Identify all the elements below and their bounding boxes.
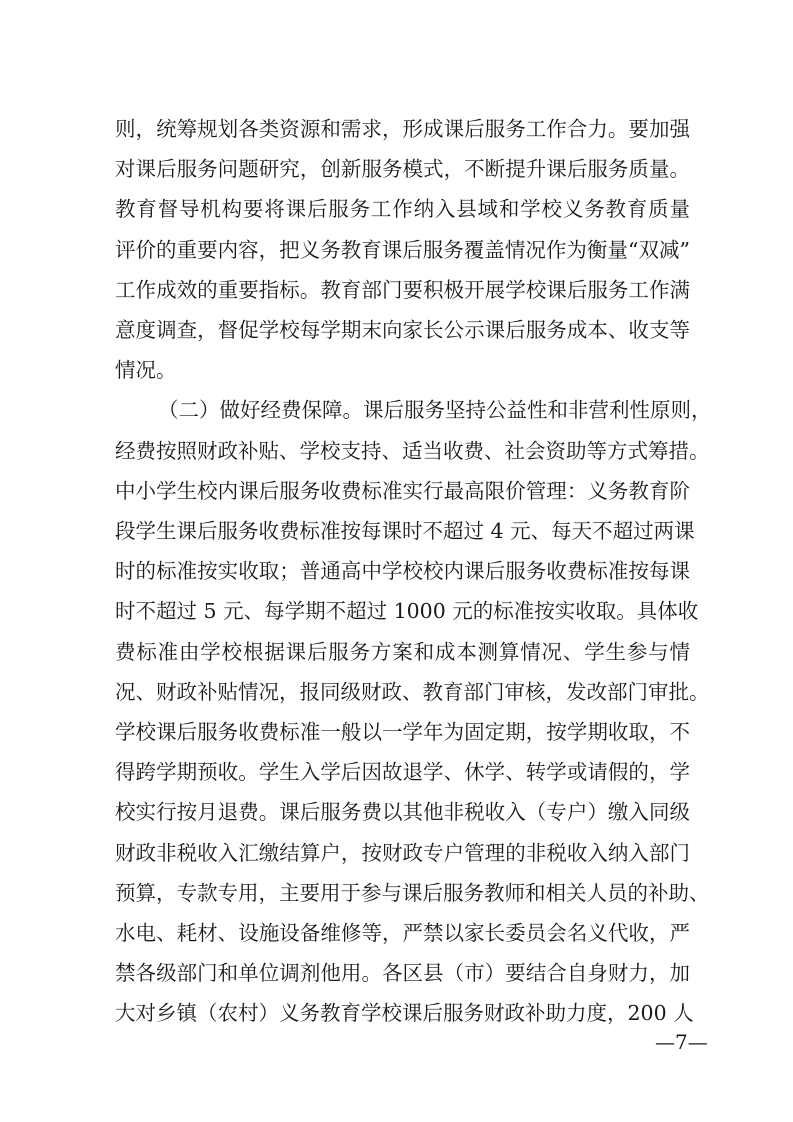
paragraph-line-2: 对课后服务问题研究，创新服务模式，不断提升课后服务质量。 <box>115 157 690 181</box>
paragraph-line-1: 则，统筹规划各类资源和需求，形成课后服务工作合力。要加强 <box>115 117 690 141</box>
paragraph-line-10: 中小学生校内课后服务收费标准实行最高限价管理：义务教育阶 <box>115 479 690 503</box>
paragraph-line-22: 禁各级部门和单位调剂他用。各区县（市）要结合自身财力，加 <box>115 961 690 985</box>
paragraph-line-9: 经费按照财政补贴、学校支持、适当收费、社会资助等方式筹措。 <box>115 439 710 463</box>
paragraph-line-4: 评价的重要内容，把义务教育课后服务覆盖情况作为衡量“双减” <box>115 238 690 262</box>
page-number: —7— <box>655 1030 708 1054</box>
paragraph-line-21: 水电、耗材、设施设备维修等，严禁以家长委员会名义代收，严 <box>115 921 690 945</box>
paragraph-line-13: 时不超过 5 元、每学期不超过 1000 元的标准按实收取。具体收 <box>115 599 699 623</box>
paragraph-line-3: 教育督导机构要将课后服务工作纳入县域和学校义务教育质量 <box>115 197 690 221</box>
paragraph-line-23: 大对乡镇（农村）义务教育学校课后服务财政补助力度，200 人 <box>115 1001 694 1025</box>
paragraph-line-18: 校实行按月退费。课后服务费以其他非税收入（专户）缴入同级 <box>115 800 690 824</box>
paragraph-line-17: 得跨学期预收。学生入学后因故退学、休学、转学或请假的，学 <box>115 760 690 784</box>
paragraph-line-15: 况、财政补贴情况，报同级财政、教育部门审核，发改部门审批。 <box>115 680 710 704</box>
paragraph-line-14: 费标准由学校根据课后服务方案和成本测算情况、学生参与情 <box>115 640 690 664</box>
paragraph-line-16: 学校课后服务收费标准一般以一学年为固定期，按学期收取，不 <box>115 720 690 744</box>
paragraph-line-20: 预算，专款专用，主要用于参与课后服务教师和相关人员的补助、 <box>115 881 710 905</box>
paragraph-line-5: 工作成效的重要指标。教育部门要积极开展学校课后服务工作满 <box>115 278 690 302</box>
section-heading-line: （二）做好经费保障。课后服务坚持公益性和非营利性原则， <box>158 398 712 422</box>
paragraph-line-7: 情况。 <box>115 358 177 382</box>
paragraph-line-11: 段学生课后服务收费标准按每课时不超过 4 元、每天不超过两课 <box>115 519 695 543</box>
paragraph-line-19: 财政非税收入汇缴结算户，按财政专户管理的非税收入纳入部门 <box>115 841 690 865</box>
paragraph-line-12: 时的标准按实收取；普通高中学校校内课后服务收费标准按每课 <box>115 559 690 583</box>
paragraph-line-6: 意度调查，督促学校每学期末向家长公示课后服务成本、收支等 <box>115 318 690 342</box>
